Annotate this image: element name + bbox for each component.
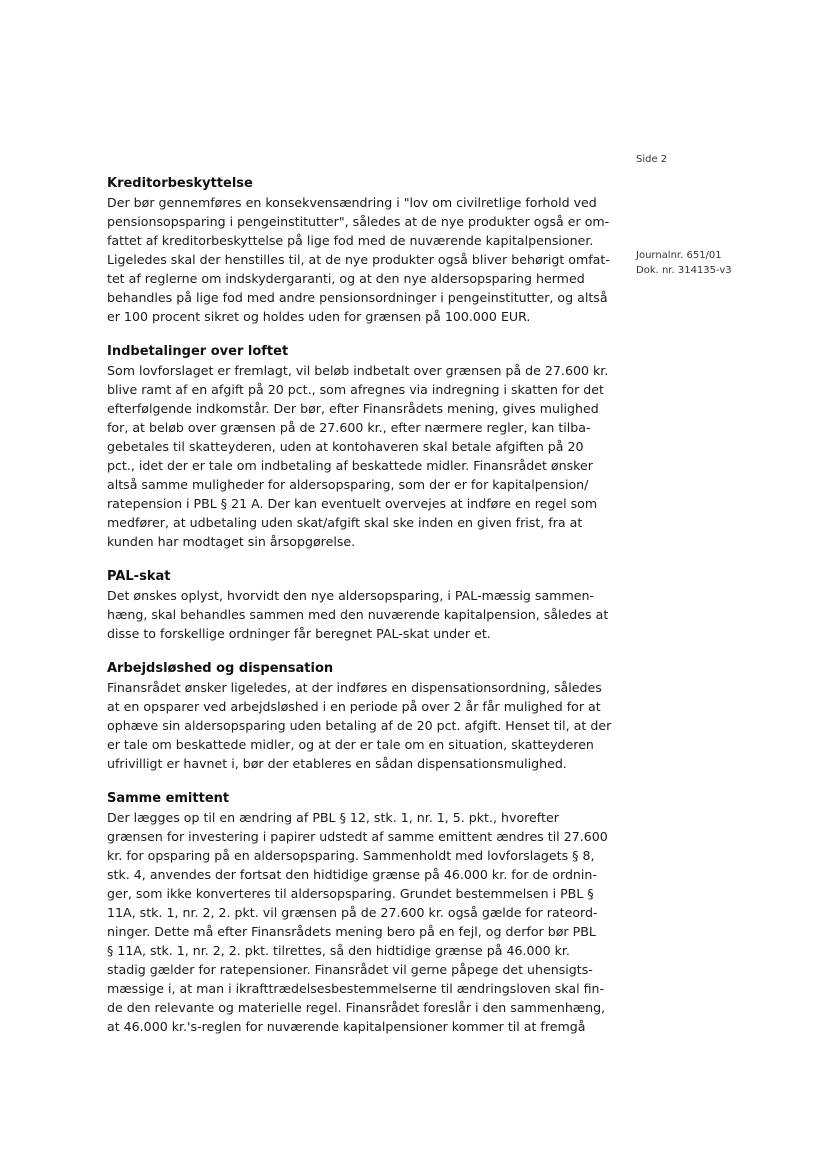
section-heading: Arbejdsløshed og dispensation: [107, 661, 334, 676]
journal-number: Journalnr. 651/01: [636, 250, 722, 261]
section-kreditorbeskyttelse: [107, 175, 627, 326]
text-line: disse to forskellige ordninger får beregnet PAL-skat under et.: [107, 626, 491, 641]
text-line: efterfølgende indkomstår. Der bør, efter Finansrådets mening, gives mulighed: [107, 401, 599, 416]
text-line: pct., idet der er tale om indbetaling af beskattede midler. Finansrådet ønsker: [107, 458, 593, 473]
section-paragraph: [107, 586, 627, 643]
text-line: pensionsopsparing i pengeinstitutter", således at de nye produkter også er om-: [107, 214, 610, 229]
text-line: blive ramt af en afgift på 20 pct., som afregnes via indregning i skatten for det: [107, 382, 604, 397]
section-paragraph: [107, 678, 627, 773]
text-line: kr. for opsparing på en aldersopsparing. Sammenholdt med lovforslagets § 8,: [107, 848, 595, 863]
text-line: for, at beløb over grænsen på de 27.600 kr., efter nærmere regler, kan tilba-: [107, 420, 591, 435]
text-line: grænsen for investering i papirer udstedt af samme emittent ændres til 27.600: [107, 829, 608, 844]
section-heading: PAL-skat: [107, 569, 171, 584]
text-line: ratepension i PBL § 21 A. Der kan eventuelt overvejes at indføre en regel som: [107, 496, 598, 511]
text-line: Der lægges op til en ændring af PBL § 12, stk. 1, nr. 1, 5. pkt., hvorefter: [107, 810, 559, 825]
text-line: mæssige i, at man i ikrafttrædelsesbestemmelserne til ændringsloven skal fin-: [107, 981, 605, 996]
section-pal-skat: [107, 568, 627, 643]
text-line: stadig gælder for ratepensioner. Finansrådet vil gerne påpege det uhensigts-: [107, 962, 593, 977]
text-line: ger, som ikke konverteres til aldersopsparing. Grundet bestemmelsen i PBL §: [107, 886, 594, 901]
journal-reference: [636, 248, 732, 278]
section-spacer: [107, 773, 627, 790]
section-spacer: [107, 643, 627, 660]
section-heading: Indbetalinger over loftet: [107, 344, 289, 359]
text-line: kunden har modtaget sin årsopgørelse.: [107, 534, 356, 549]
text-line: de den relevante og materielle regel. Finansrådet foreslår i den sammenhæng,: [107, 1000, 606, 1015]
section-arbejdsloshed-og-dispensation: [107, 660, 627, 773]
text-line: hæng, skal behandles sammen med den nuværende kapitalpension, således at: [107, 607, 609, 622]
section-heading: Samme emittent: [107, 791, 230, 806]
section-paragraph: [107, 193, 627, 326]
text-line: at en opsparer ved arbejdsløshed i en periode på over 2 år får mulighed for at: [107, 699, 601, 714]
text-line: § 11A, stk. 1, nr. 2, 2. pkt. tilrettes, så den hidtidige grænse på 46.000 kr.: [107, 943, 570, 958]
section-heading: Kreditorbeskyttelse: [107, 176, 253, 191]
text-line: 11A, stk. 1, nr. 2, 2. pkt. vil grænsen på de 27.600 kr. også gælde for rateord-: [107, 905, 598, 920]
section-indbetalinger-over-loftet: [107, 343, 627, 551]
section-spacer: [107, 326, 627, 343]
text-line: er 100 procent sikret og holdes uden for grænsen på 100.000 EUR.: [107, 309, 531, 324]
text-line: Som lovforslaget er fremlagt, vil beløb indbetalt over grænsen på de 27.600 kr.: [107, 363, 609, 378]
text-line: ufrivilligt er havnet i, bør der etableres en sådan dispensationsmulighed.: [107, 756, 567, 771]
text-line: behandles på lige fod med andre pensionsordninger i pengeinstitutter, og altså: [107, 290, 608, 305]
page-number: Side 2: [636, 154, 668, 165]
text-line: medfører, at udbetaling uden skat/afgift skal ske inden en given frist, fra at: [107, 515, 583, 530]
text-line: Ligeledes skal der henstilles til, at de nye produkter også bliver behørigt omfat-: [107, 252, 610, 267]
text-line: altså samme muligheder for aldersopsparing, som der er for kapitalpension/: [107, 477, 589, 492]
section-spacer: [107, 551, 627, 568]
text-line: er tale om beskattede midler, og at der er tale om en situation, skatteyderen: [107, 737, 594, 752]
text-line: Finansrådet ønsker ligeledes, at der indføres en dispensationsordning, således: [107, 680, 602, 695]
document-number: Dok. nr. 314135-v3: [636, 265, 732, 276]
text-line: gebetales til skatteyderen, uden at kontohaveren skal betale afgiften på 20: [107, 439, 584, 454]
text-line: Der bør gennemføres en konsekvensændring i "lov om civilretlige forhold ved: [107, 195, 597, 210]
text-line: ophæve sin aldersopsparing uden betaling af de 20 pct. afgift. Henset til, at der: [107, 718, 612, 733]
text-line: at 46.000 kr.'s-reglen for nuværende kapitalpensioner kommer til at fremgå: [107, 1019, 586, 1034]
text-line: stk. 4, anvendes der fortsat den hidtidige grænse på 46.000 kr. for de ordnin-: [107, 867, 597, 882]
text-line: ninger. Dette må efter Finansrådets mening bero på en fejl, og derfor bør PBL: [107, 924, 596, 939]
text-line: fattet af kreditorbeskyttelse på lige fod med de nuværende kapitalpensioner.: [107, 233, 594, 248]
section-samme-emittent: [107, 790, 627, 1036]
letter-body: [107, 175, 627, 1036]
section-paragraph: [107, 808, 627, 1036]
text-line: tet af reglerne om indskydergaranti, og at den nye aldersopsparing hermed: [107, 271, 585, 286]
section-paragraph: [107, 361, 627, 551]
text-line: Det ønskes oplyst, hvorvidt den nye aldersopsparing, i PAL-mæssig sammen-: [107, 588, 594, 603]
